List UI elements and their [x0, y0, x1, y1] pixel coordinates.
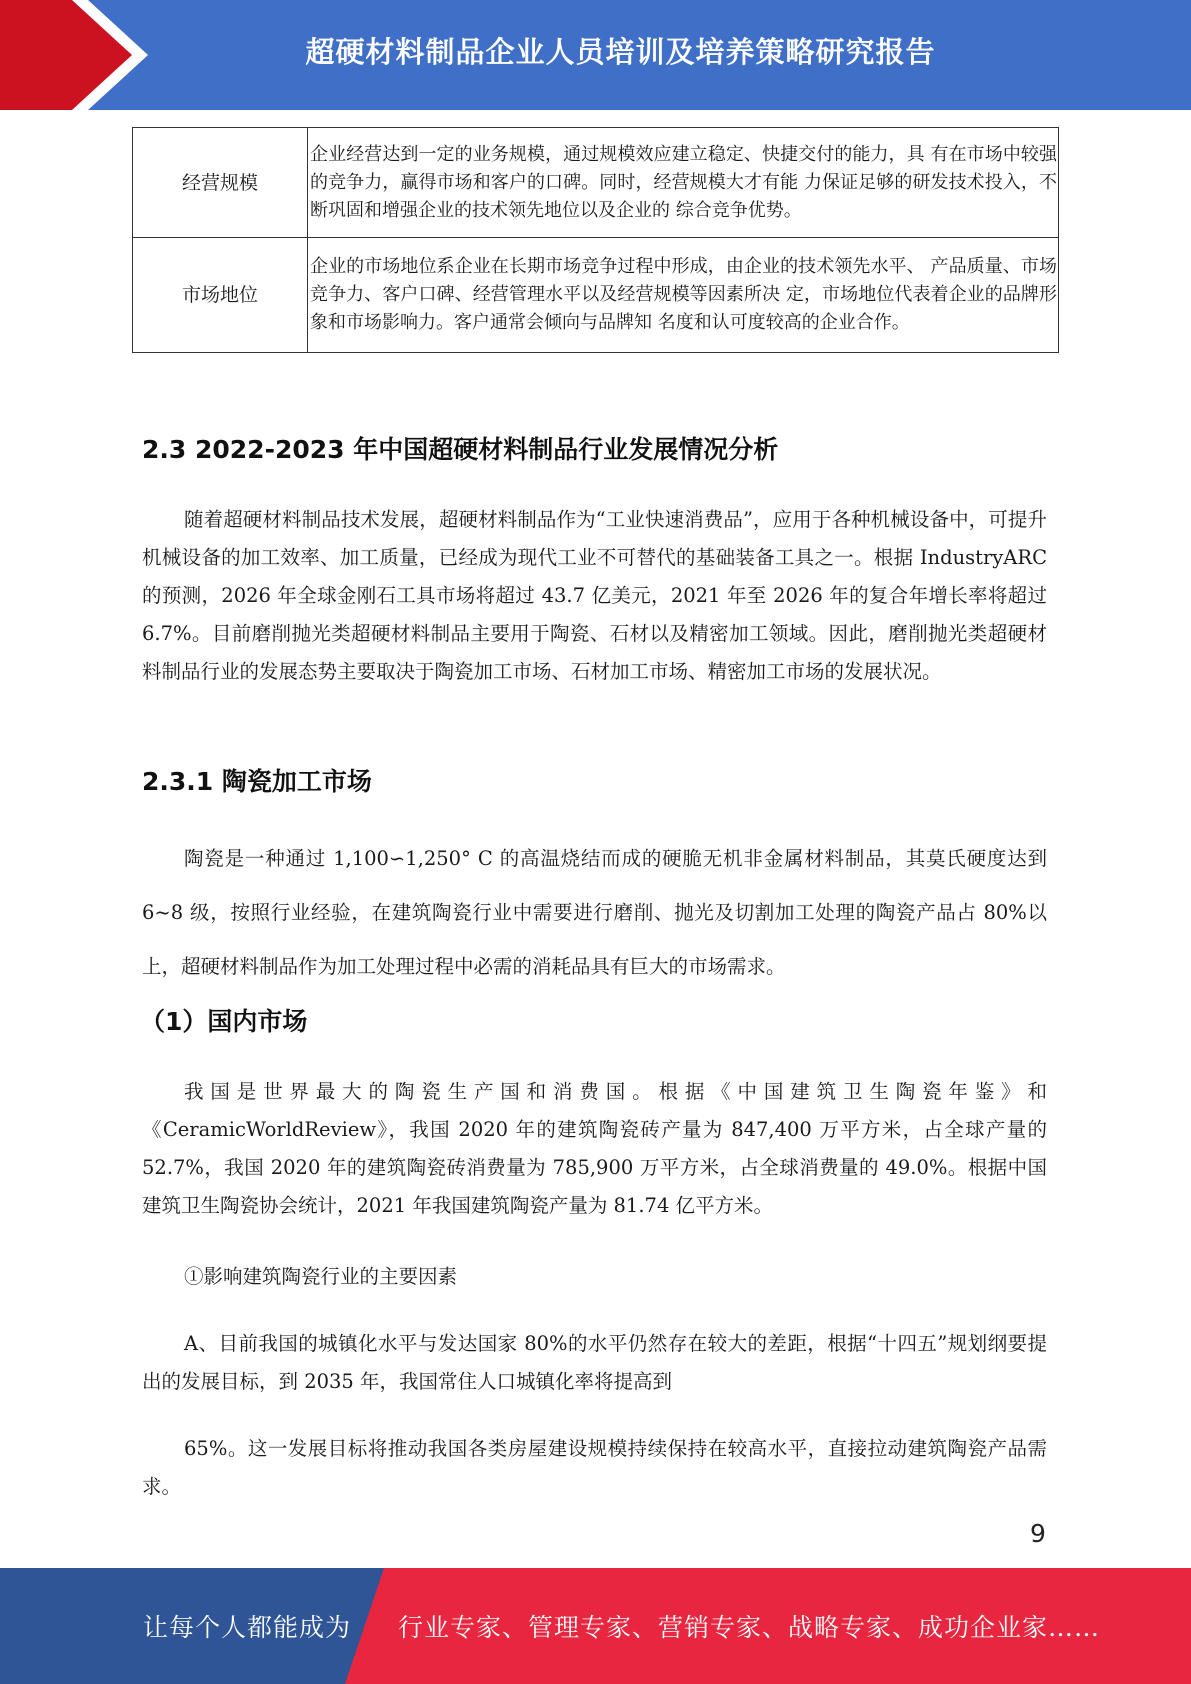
section-2-3-heading: 2.3 2022-2023 年中国超硬材料制品行业发展情况分析 [142, 435, 779, 464]
domestic-paragraph: 我国是世界最大的陶瓷生产国和消费国。根据《中国建筑卫生陶瓷年鉴》和《CeramicWorldReview》，我国 2020 年的建筑陶瓷砖产量为 847,400 万平方米，占全球产量的 52.7%，我国 2020 年的建筑陶瓷砖消费量为 785,900 万平方米，占全球消费量的 49.0%。根据中国建筑卫生陶瓷协会统计，2021 年我国建筑陶瓷产量为 81.74 亿平方米。 [142, 1080, 1047, 1217]
header-red-arrow-shape [0, 0, 150, 110]
footer-slogan-left: 让每个人都能成为 [143, 1613, 352, 1642]
table-row-label: 市场地位 [133, 238, 308, 353]
factor-a-continuation: 65%。这一发展目标将推动我国各类房屋建设规模持续保持在较高水平，直接拉动建筑陶瓷产品需求。 [142, 1437, 1047, 1498]
footer-slogan-right: 行业专家、管理专家、营销专家、战略专家、成功企业家…… [398, 1613, 1101, 1642]
table-row-label: 经营规模 [133, 128, 308, 238]
factor-title: ①影响建筑陶瓷行业的主要因素 [184, 1265, 458, 1288]
report-title: 超硬材料制品企业人员培训及培养策略研究报告 [305, 34, 936, 69]
table-row-text: 企业的市场地位系企业在长期市场竞争过程中形成，由企业的技术领先水平、 产品质量、市场竞争力、客户口碑、经营管理水平以及经营规模等因素所决 定，市场地位代表着企业的品牌形象和市场影响力。客户通常会倾向与品牌知 名度和认可度较高的企业合作。 [308, 238, 1059, 353]
section-2-3-paragraph: 随着超硬材料制品技术发展，超硬材料制品作为“工业快速消费品”，应用于各种机械设备中，可提升机械设备的加工效率、加工质量，已经成为现代工业不可替代的基础装备工具之一。根据 IndustryARC 的预测，2026 年全球金刚石工具市场将超过 43.7 亿美元，2021 年至 2026 年的复合年增长率将超过 6.7%。目前磨削抛光类超硬材料制品主要用于陶瓷、石材以及精密加工领域。因此，磨削抛光类超硬材料制品行业的发展态势主要取决于陶瓷加工市场、石材加工市场、精密加工市场的发展状况。 [142, 508, 1047, 683]
section-2-3-1-heading: 2.3.1 陶瓷加工市场 [142, 767, 372, 796]
page-number: 9 [1030, 1519, 1046, 1548]
page-header [0, 0, 1191, 110]
table-row [133, 128, 1059, 238]
domestic-market-heading: （1）国内市场 [140, 1007, 308, 1036]
page-footer [0, 1568, 1191, 1684]
table-row [133, 238, 1059, 353]
section-2-3-1-paragraph: 陶瓷是一种通过 1,100∽1,250° C 的高温烧结而成的硬脆无机非金属材料制品，其莫氏硬度达到 6~8 级，按照行业经验，在建筑陶瓷行业中需要进行磨削、抛光及切割加工处理的陶瓷产品占 80%以上，超硬材料制品作为加工处理过程中必需的消耗品具有巨大的市场需求。 [142, 847, 1047, 978]
factor-a-paragraph: A、目前我国的城镇化水平与发达国家 80%的水平仍然存在较大的差距，根据“十四五”规划纲要提出的发展目标，到 2035 年，我国常住人口城镇化率将提高到 [142, 1332, 1047, 1393]
table-row-text: 企业经营达到一定的业务规模，通过规模效应建立稳定、快捷交付的能力，具 有在市场中较强的竞争力，赢得市场和客户的口碑。同时，经营规模大才有能 力保证足够的研发技术投入，不断巩固和增强企业的技术领先地位以及企业的 综合竞争优势。 [308, 128, 1059, 238]
criteria-table [132, 127, 1059, 353]
